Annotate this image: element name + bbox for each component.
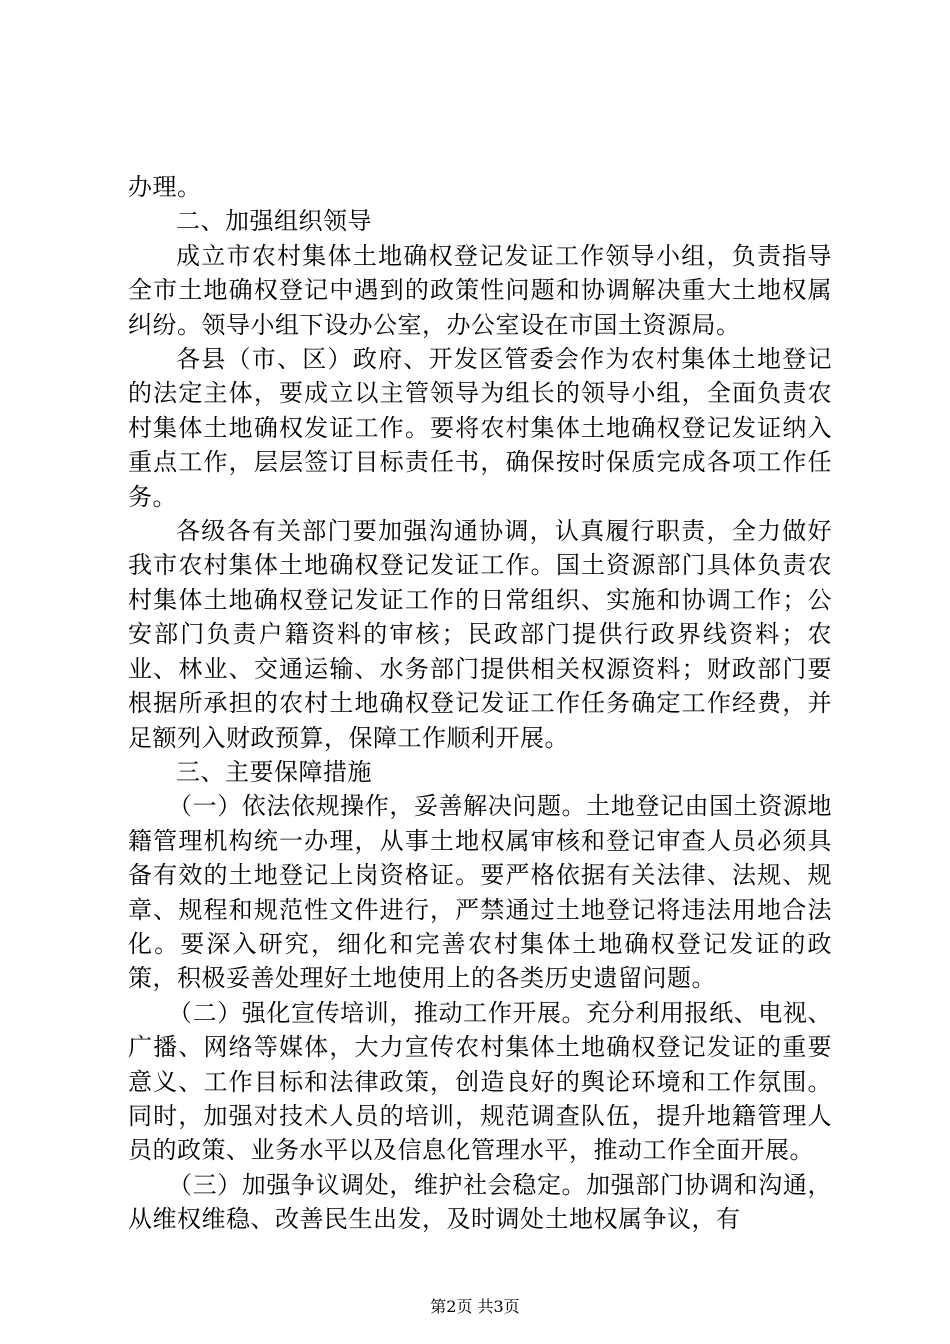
paragraph: 成立市农村集体土地确权登记发证工作领导小组，负责指导全市土地确权登记中遇到的政策性问题和协调解决重大土地权属纠纷。领导小组下设办公室，办公室设在市国土资源局。 bbox=[128, 241, 832, 339]
page-number-footer: 第2页 共3页 bbox=[430, 1297, 520, 1316]
paragraph: 各县（市、区）政府、开发区管委会作为农村集体土地登记的法定主体，要成立以主管领导为组长的领导小组，全面负责农村集体土地确权发证工作。要将农村集体土地确权登记发证纳入重点工作，层层签订目标责任书，确保按时保质完成各项工作任务。 bbox=[128, 345, 832, 511]
paragraph-continuation: 办理。 bbox=[128, 173, 202, 201]
section-heading-3: 三、主要保障措施 bbox=[176, 757, 372, 786]
paragraph-item-2: （二）强化宣传培训，推动工作开展。充分利用报纸、电视、广播、网络等媒体，大力宣传农村集体土地确权登记发证的重要意义、工作目标和法律政策，创造良好的舆论环境和工作氛围。同时，加强对技术人员的培训，规范调查队伍，提升地籍管理人员的政策、业务水平以及信息化管理水平，推动工作全面开展。 bbox=[128, 998, 832, 1165]
section-heading-2: 二、加强组织领导 bbox=[176, 207, 372, 236]
paragraph: 各级各有关部门要加强沟通协调，认真履行职责，全力做好我市农村集体土地确权登记发证工作。国土资源部门具体负责农村集体土地确权登记发证工作的日常组织、实施和协调工作；公安部门负责户籍资料的审核；民政部门提供行政界线资料；农业、林业、交通运输、水务部门提供相关权源资料；财政部门要根据所承担的农村土地确权登记发证工作任务确定工作经费，并足额列入财政预算，保障工作顺利开展。 bbox=[128, 517, 832, 752]
document-body bbox=[128, 170, 832, 1237]
paragraph-item-1: （一）依法依规操作，妥善解决问题。土地登记由国土资源地籍管理机构统一办理，从事土地权属审核和登记审查人员必须具备有效的土地登记上岗资格证。要严格依据有关法律、法规、规章、规程和规范性文件进行，严禁通过土地登记将违法用地合法化。要深入研究，细化和完善农村集体土地确权登记发证的政策，积极妥善处理好土地使用上的各类历史遗留问题。 bbox=[128, 792, 832, 993]
paragraph-item-3: （三）加强争议调处，维护社会稳定。加强部门协调和沟通，从维权维稳、改善民生出发，及时调处土地权属争议，有 bbox=[128, 1170, 832, 1234]
